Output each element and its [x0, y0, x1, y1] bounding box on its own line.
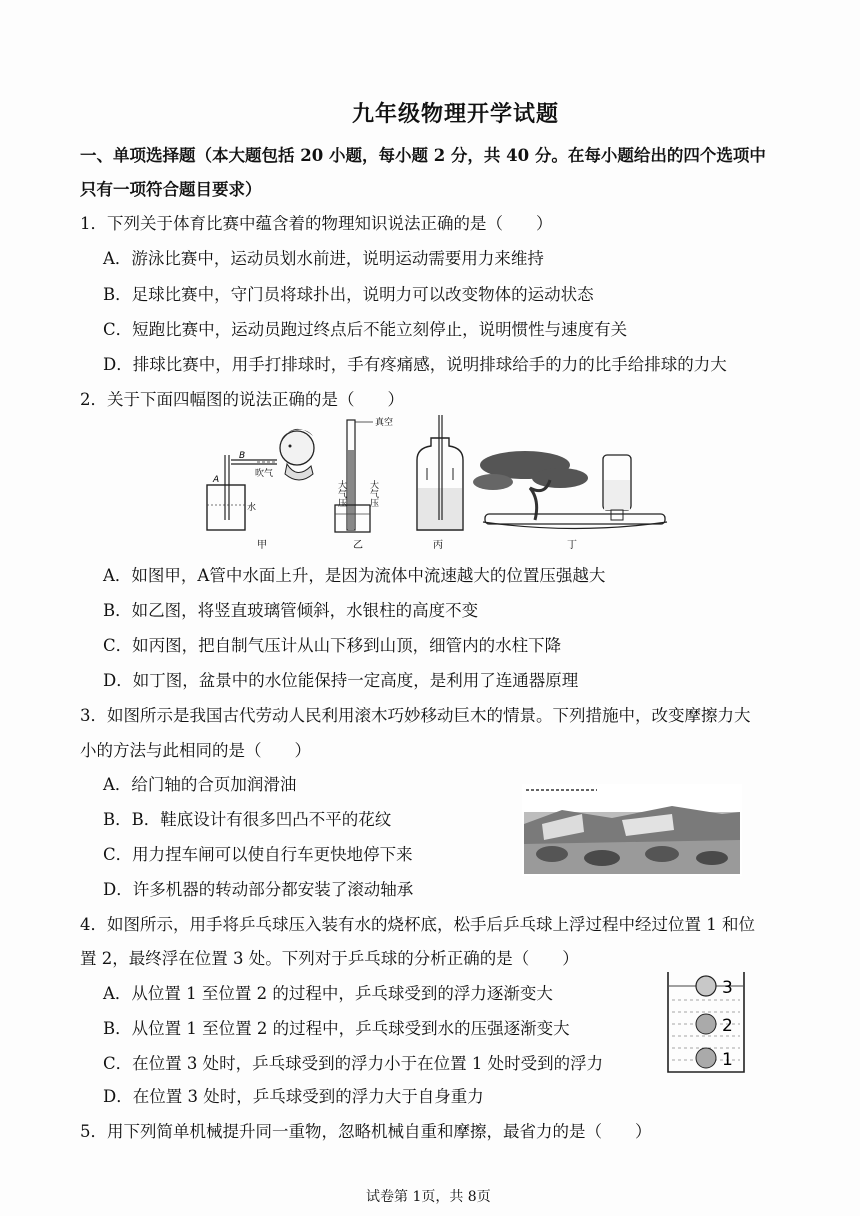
water-label: 水	[247, 503, 257, 513]
figure-yi	[335, 416, 393, 532]
point-b-label: B	[239, 451, 246, 461]
atm-label-2: 大气压	[368, 480, 378, 507]
q2-option-b: B．如乙图，将竖直玻璃管倾斜，水银柱的高度不变	[103, 601, 479, 620]
q1-option-d: D．排球比赛中，用手打排球时，手有疼痛感，说明排球给手的力的比手给排球的力大	[103, 355, 727, 374]
q2-option-d: D．如丁图，盆景中的水位能保持一定高度，是利用了连通器原理	[103, 671, 579, 690]
figure-ding	[473, 451, 667, 529]
q3-stem-line1: 3．如图所示是我国古代劳动人民利用滚木巧妙移动巨木的情景。下列措施中，改变摩擦力大	[80, 706, 751, 725]
atm-label-1: 大气压	[336, 480, 346, 507]
position-2-label: 2	[722, 1016, 733, 1036]
q4-stem-line2: 置 2，最终浮在位置 3 处。下列对于乒乓球的分析正确的是（ ）	[80, 949, 579, 968]
rolling-logs-illustration	[522, 784, 742, 876]
vacuum-label: 真空	[375, 418, 394, 428]
page-title: 九年级物理开学试题	[352, 101, 560, 127]
label-ding: 丁	[567, 540, 577, 551]
page-footer: 试卷第 1页，共 8页	[366, 1189, 491, 1205]
q3-option-c: C．用力捏车闸可以使自行车更快地停下来	[103, 845, 413, 864]
position-1-label: 1	[722, 1050, 733, 1070]
point-a-label: A	[213, 475, 220, 485]
label-jia: 甲	[257, 540, 267, 551]
q1-option-c: C．短跑比赛中，运动员跑过终点后不能立刻停止，说明惯性与速度有关	[103, 320, 628, 339]
beaker-ping-pong-figure	[660, 966, 756, 1078]
q2-option-a: A．如图甲，A管中水面上升，是因为流体中流速越大的位置压强越大	[103, 566, 606, 585]
q3-option-a: A．给门轴的合页加润滑油	[103, 775, 297, 794]
q4-option-c: C．在位置 3 处时，乒乓球受到的浮力小于在位置 1 处时受到的浮力	[103, 1054, 604, 1073]
q3-option-b: B．B．鞋底设计有很多凹凸不平的花纹	[103, 810, 392, 829]
blow-label: 吹气	[255, 469, 274, 479]
q4-option-d: D．在位置 3 处时，乒乓球受到的浮力大于自身重力	[103, 1087, 484, 1106]
section-heading-line2: 只有一项符合题目要求）	[80, 180, 262, 199]
figure-bing	[417, 415, 463, 530]
section-heading-line1: 一、单项选择题（本大题包括 20 小题，每小题 2 分，共 40 分。在每小题给出的四个选项中	[80, 146, 766, 165]
label-yi: 乙	[353, 540, 363, 551]
q4-option-b: B．从位置 1 至位置 2 的过程中，乒乓球受到水的压强逐渐变大	[103, 1019, 570, 1038]
label-bing: 丙	[433, 540, 443, 551]
q2-four-figures	[195, 410, 670, 552]
q4-option-a: A．从位置 1 至位置 2 的过程中，乒乓球受到的浮力逐渐变大	[103, 984, 553, 1003]
q2-option-c: C．如丙图，把自制气压计从山下移到山顶，细管内的水柱下降	[103, 636, 562, 655]
q3-stem-line2: 小的方法与此相同的是（ ）	[80, 741, 311, 760]
q1-stem: 1．下列关于体育比赛中蕴含着的物理知识说法正确的是（ ）	[80, 214, 553, 233]
q1-option-a: A．游泳比赛中，运动员划水前进，说明运动需要用力来维持	[103, 249, 544, 268]
q4-stem-line1: 4．如图所示，用手将乒乓球压入装有水的烧杯底，松手后乒乓球上浮过程中经过位置 1 和位	[80, 915, 755, 934]
q3-option-d: D．许多机器的转动部分都安装了滚动轴承	[103, 880, 414, 899]
position-3-label: 3	[722, 978, 733, 998]
q2-stem: 2．关于下面四幅图的说法正确的是（ ）	[80, 390, 404, 409]
q1-option-b: B．足球比赛中，守门员将球扑出，说明力可以改变物体的运动状态	[103, 285, 594, 304]
figure-jia	[207, 429, 314, 530]
q5-stem: 5．用下列简单机械提升同一重物，忽略机械自重和摩擦，最省力的是（ ）	[80, 1122, 652, 1141]
